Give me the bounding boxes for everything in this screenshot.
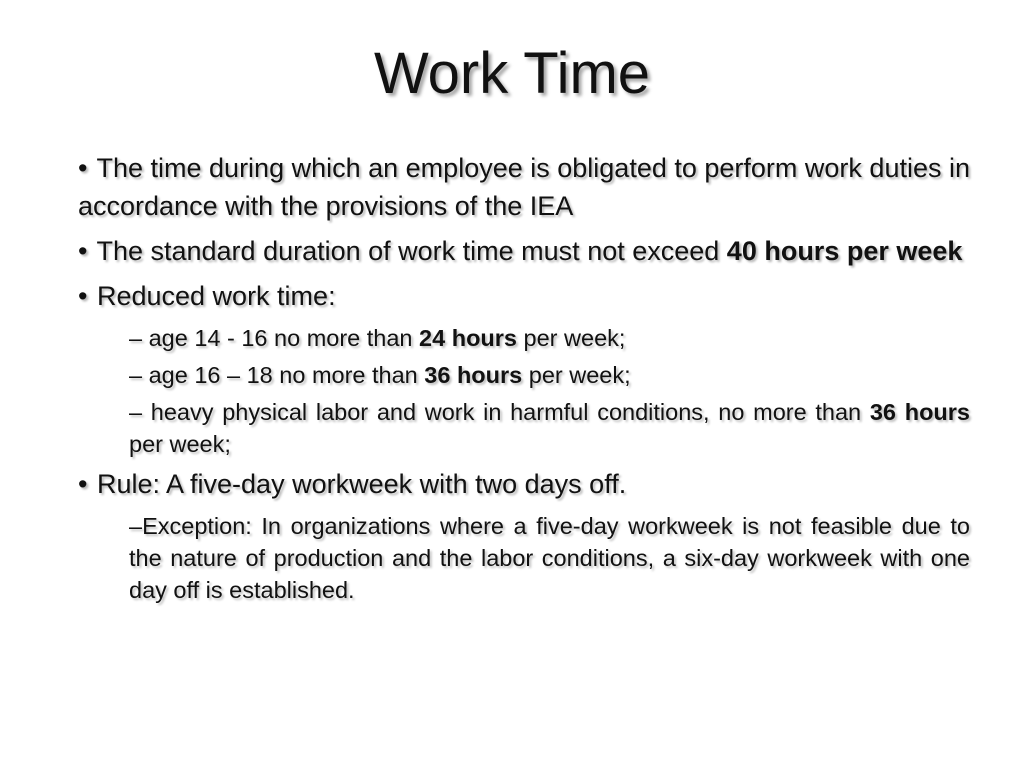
bold-hours: 24 hours [419, 325, 517, 351]
bullet-reduced-work-time [78, 277, 970, 315]
bold-hours: 36 hours [869, 399, 971, 425]
bullet-icon: • [78, 236, 88, 266]
subitem-text: – age 16 – 18 no more than [129, 362, 425, 388]
subitem-heavy-labor [129, 396, 970, 460]
bullet-icon: • [78, 281, 88, 311]
bullet-text: The time during which an employee is obligated to perform work duties in accordance with the provisions of the IEA [78, 153, 970, 221]
bullet-five-day-rule [78, 465, 970, 503]
bullet-text: Reduced work time: [96, 281, 336, 311]
subitem-text: – heavy physical labor and work in harmful conditions, no more than [129, 399, 870, 425]
bullet-text: Rule: A five-day workweek with two days off. [96, 469, 627, 499]
subitem-text: – age 14 - 16 no more than [129, 325, 420, 351]
bold-hours: 36 hours [424, 362, 523, 388]
subitem-text-after: per week; [517, 325, 626, 351]
bullet-standard-duration [78, 232, 970, 270]
bullet-text: The standard duration of work time must not exceed [96, 236, 727, 266]
bold-hours: 40 hours per week [726, 236, 963, 266]
bullet-icon: • [78, 153, 88, 183]
subitem-text: –Exception: In organizations where a five-day workweek is not feasible due to the nature of production and the labor conditions, a six-day workweek with one day off is established. [129, 513, 970, 603]
slide-title: Work Time [373, 41, 651, 106]
bullet-icon: • [78, 469, 88, 499]
subitem-age-14-16 [129, 322, 970, 354]
slide-body [78, 149, 970, 606]
subitem-age-16-18 [129, 359, 970, 391]
subitem-text-after: per week; [129, 431, 231, 457]
bullet-work-time-definition [78, 149, 970, 225]
subitem-text-after: per week; [522, 362, 631, 388]
subitem-exception [129, 510, 970, 606]
